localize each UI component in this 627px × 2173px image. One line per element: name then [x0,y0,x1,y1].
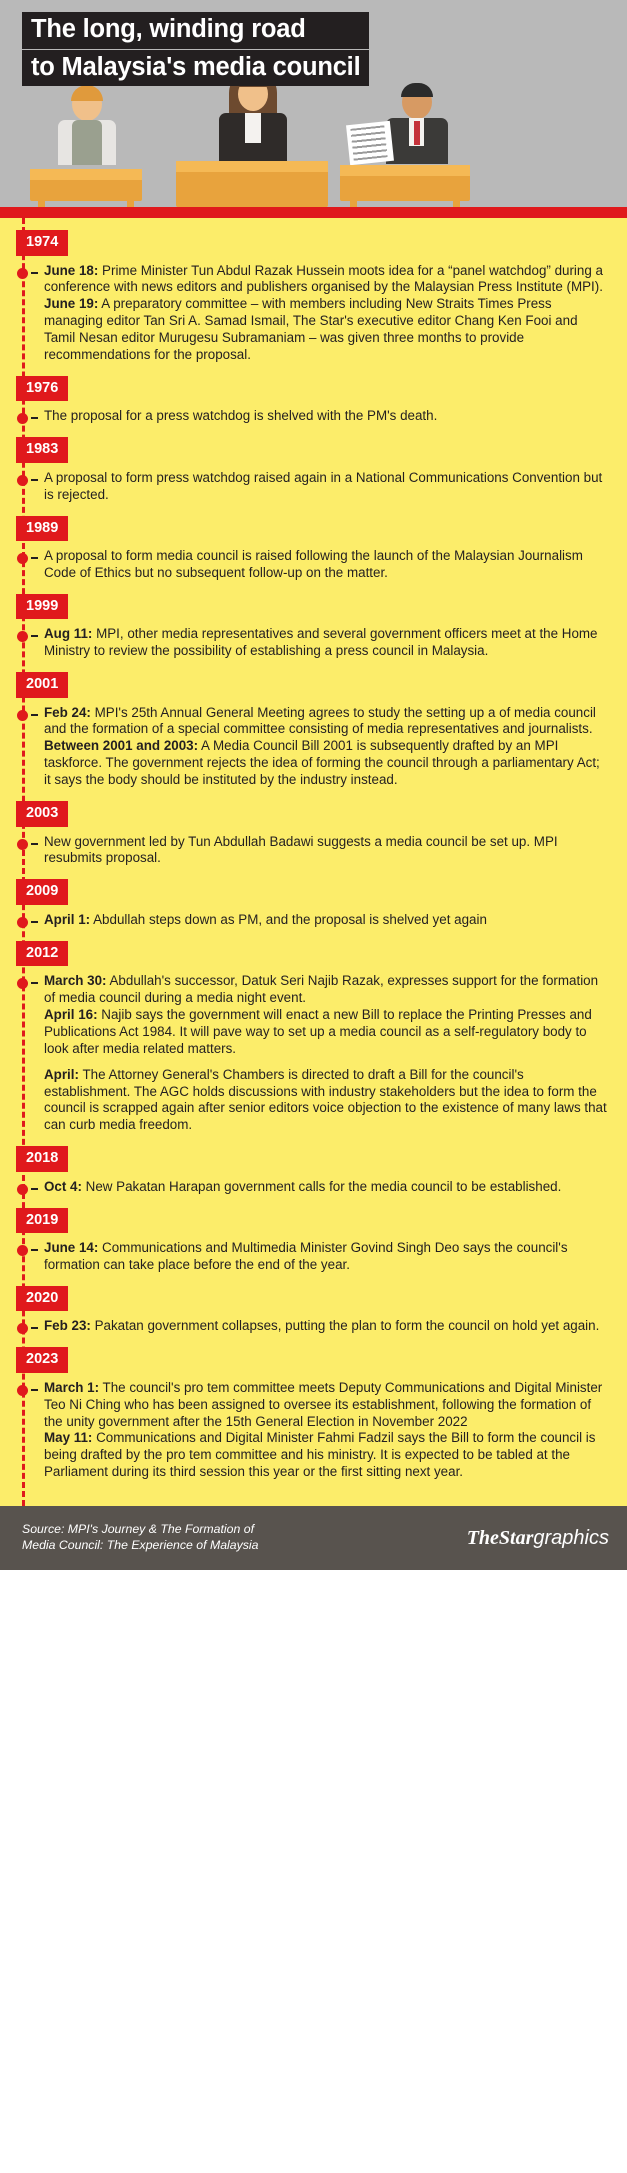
timeline-entry-gap [0,1335,627,1347]
bullet-dot-icon [17,1323,28,1334]
timeline-entry-text [22,1430,609,1481]
accent-divider [0,207,627,218]
bullet-dot-icon [17,917,28,928]
timeline-entry [0,941,627,1135]
logo-star: Star [498,1526,534,1549]
timeline-entry-body: A preparatory committee – with members including New Straits Times Press managing editor Tan Sri A. Samad Ismail, The Star's executive editor Chang Ken Fooi and Tamil Nesan editor Murugesu Subramaniam – was given three months to provide recommendations for the proposal. [44,296,578,362]
timeline-entry-body: Communications and Digital Minister Fahmi Fadzil says the Bill to form the council is being drafted by the pro tem committee and his ministry. It is expected to be tabled at the Parliament during its third session this year or the first sitting next year. [44,1430,596,1480]
timeline-bullet-row [22,834,609,868]
timeline [0,218,627,1506]
timeline-entry-text [22,296,609,364]
bullet-dash-icon [31,635,38,637]
bullet-dash-icon [31,417,38,419]
illustration-document-lines [350,125,387,160]
timeline-entry-text [44,1240,609,1274]
source-line-2: Media Council: The Experience of Malaysia [22,1538,259,1553]
timeline-bullet-row [22,548,609,582]
timeline-year-label: 1976 [16,376,68,402]
illustration-desk-leg [350,197,357,207]
timeline-entry-gap [0,364,627,376]
illustration-desk-leg [186,203,193,207]
bullet-dot-icon [17,978,28,989]
timeline-entry-text [44,705,609,739]
illustration-hair [401,83,433,97]
timeline-entry-gap [0,504,627,516]
timeline-entry-gap [0,1274,627,1286]
timeline-entry-gap [0,660,627,672]
timeline-entry-date: May 11: [44,1430,93,1446]
timeline-entry-gap [0,425,627,437]
timeline-bullet-row [22,1380,609,1431]
timeline-bullet-row [22,626,609,660]
timeline-year-label: 2019 [16,1208,68,1234]
timeline-entry [0,516,627,582]
timeline-entry-text [44,470,609,504]
bullet-dash-icon [31,921,38,923]
timeline-entry-body: The proposal for a press watchdog is shelved with the PM's death. [44,408,438,424]
illustration-desk-right [340,165,470,201]
timeline-entry-body: Pakatan government collapses, putting the plan to form the council on hold yet again. [90,1318,600,1334]
timeline-entry-text [44,548,609,582]
bullet-dash-icon [31,982,38,984]
timeline-entry-text [44,626,609,660]
illustration-hair [71,85,103,101]
timeline-entry-date: Feb 24: [44,704,91,720]
timeline-year-label: 2018 [16,1146,68,1172]
timeline-entry-body: Abdullah steps down as PM, and the proposal is shelved yet again [90,911,487,927]
illustration-desk-center [176,161,328,207]
timeline-entry-gap [0,1134,627,1146]
timeline-bullet-row [22,470,609,504]
timeline-entry-date: Oct 4: [44,1178,82,1194]
bullet-dash-icon [31,557,38,559]
bullet-dot-icon [17,268,28,279]
publisher-logo [467,1527,609,1550]
timeline-entry [0,230,627,364]
bullet-dash-icon [31,272,38,274]
bullet-dot-icon [17,413,28,424]
page-title-line-2: to Malaysia's media council [22,50,369,87]
timeline-entry-gap [0,1481,627,1493]
timeline-entry-date: June 19: [44,296,99,312]
timeline-entry [0,1286,627,1335]
timeline-entry [0,672,627,789]
timeline-entry-date: March 30: [44,973,107,989]
timeline-entry-body: New government led by Tun Abdullah Badawi suggests a media council be set up. MPI resubmits proposal. [44,833,558,866]
timeline-entry-body: Prime Minister Tun Abdul Razak Hussein moots idea for a “panel watchdog” during a conference with news editors and publishers organised by the Malaysian Press Institute (MPI). [44,262,603,295]
timeline-year-label: 2003 [16,801,68,827]
timeline-entry [0,1146,627,1195]
timeline-entry-date: June 14: [44,1240,99,1256]
timeline-entry-text [44,834,609,868]
timeline-entry-body: A proposal to form media council is raised following the launch of the Malaysian Journalism Code of Ethics but no subsequent follow-up on the matter. [44,548,583,580]
source-line-1: Source: MPI's Journey & The Formation of [22,1522,254,1537]
bullet-dot-icon [17,1245,28,1256]
timeline-year-label: 1983 [16,437,68,463]
bullet-dash-icon [31,479,38,481]
header [0,0,627,207]
timeline-entry [0,1208,627,1274]
timeline-bullet-row [22,705,609,739]
timeline-entry-gap [0,929,627,941]
illustration-desk-leg [453,197,460,207]
bullet-dot-icon [17,553,28,564]
timeline-entry-date: Feb 23: [44,1318,91,1334]
timeline-entry-text [44,408,609,425]
illustration-desk-top [30,169,142,180]
timeline-entry-text [22,738,609,789]
timeline-year-label: 2012 [16,941,68,967]
bullet-dash-icon [31,714,38,716]
timeline-entry-text [44,263,609,297]
timeline-bullet-row [22,408,609,425]
timeline-entry-text [44,1318,609,1335]
bullet-dot-icon [17,710,28,721]
timeline-entry-date: April: [44,1066,79,1082]
illustration-desk-leg [127,197,134,207]
timeline-entry-date: Between 2001 and 2003: [44,738,199,754]
footer [0,1506,627,1570]
timeline-year-label: 2020 [16,1286,68,1312]
logo-graphics: graphics [533,1526,609,1549]
timeline-entry [0,376,627,425]
bullet-dot-icon [17,1385,28,1396]
timeline-entry-gap [0,789,627,801]
timeline-entry-text [44,912,609,929]
timeline-bullet-row [22,263,609,297]
bullet-dash-icon [31,1188,38,1190]
bullet-dot-icon [17,631,28,642]
timeline-year-label: 1989 [16,516,68,542]
page-title [22,12,369,86]
timeline-entry-body: A proposal to form press watchdog raised again in a National Communications Convention but is rejected. [44,469,603,502]
timeline-entry-text [44,1380,609,1431]
timeline-entry-body: A Media Council Bill 2001 is subsequently drafted by an MPI taskforce. The government rejects the idea of forming the council through a parliamentary Act; it says the body should be instituted by the industry instead. [44,738,600,788]
bullet-dot-icon [17,839,28,850]
bullet-dash-icon [31,843,38,845]
illustration-shirt [245,113,261,143]
timeline-entry-body: New Pakatan Harapan government calls for the media council to be established. [81,1178,562,1194]
timeline-year-label: 2023 [16,1347,68,1373]
timeline-entry-body: MPI, other media representatives and several government officers meet at the Home Ministry to review the possibility of establishing a press council in Malaysia. [44,626,598,659]
timeline-entry-date: Aug 11: [44,626,93,642]
timeline-bullet-row [22,973,609,1007]
timeline-entries [0,230,627,1493]
bullet-dot-icon [17,475,28,486]
timeline-bullet-row [22,912,609,929]
timeline-entry-date: March 1: [44,1379,100,1395]
timeline-entry-date: June 18: [44,262,99,278]
illustration-desk-top [340,165,470,176]
timeline-entry-text [44,1179,609,1196]
bullet-dash-icon [31,1389,38,1391]
timeline-entry-gap [0,1196,627,1208]
illustration-desk-top [176,161,328,172]
illustration-panel-scene [0,67,627,207]
bullet-dot-icon [17,1184,28,1195]
bullet-dash-icon [31,1327,38,1329]
source-note [22,1522,259,1554]
timeline-entry-body: MPI's 25th Annual General Meeting agrees to study the setting up a of media council and the formation of a special committee consisting of media representatives and journalists. [44,704,596,737]
illustration-desk-leg [311,203,318,207]
bullet-dash-icon [31,1249,38,1251]
timeline-bullet-row [22,1179,609,1196]
timeline-entry-text [22,1007,609,1058]
timeline-entry-text [22,1067,609,1135]
timeline-entry-date: April 16: [44,1006,98,1022]
timeline-entry [0,437,627,503]
timeline-year-label: 1974 [16,230,68,256]
timeline-bullet-row [22,1318,609,1335]
timeline-entry-date: April 1: [44,911,91,927]
illustration-desk-leg [38,197,45,207]
timeline-entry-body: The council's pro tem committee meets Deputy Communications and Digital Minister Teo Ni Ching who has been assigned to oversee its establishment, following the formation of the unity government after the 15th General Election in November 2022 [44,1379,603,1429]
timeline-entry-gap [0,867,627,879]
timeline-bullet-row [22,1240,609,1274]
timeline-entry [0,594,627,660]
timeline-entry-text [44,973,609,1007]
illustration-vest [72,120,102,165]
timeline-entry-body: Najib says the government will enact a new Bill to replace the Printing Presses and Publications Act 1984. It will pave way to set up a media council as a self-regulatory body to look after media related matters. [44,1006,592,1056]
timeline-bottom-spacer [0,1493,627,1506]
timeline-entry [0,801,627,867]
page-title-line-1: The long, winding road [22,12,369,49]
timeline-year-label: 2009 [16,879,68,905]
illustration-person-left [52,87,122,173]
timeline-entry [0,879,627,928]
timeline-entry-body: Abdullah's successor, Datuk Seri Najib Razak, expresses support for the formation of media council during a media night event. [44,973,599,1006]
timeline-year-label: 1999 [16,594,68,620]
timeline-entry [0,1347,627,1481]
illustration-desk-left [30,169,142,201]
timeline-entry-body: Communications and Multimedia Minister Govind Singh Deo says the council's formation can take place before the end of the year. [44,1240,568,1272]
logo-the: The [466,1526,499,1549]
timeline-year-label: 2001 [16,672,68,698]
timeline-entry-gap [0,582,627,594]
timeline-entry-body: The Attorney General's Chambers is directed to draft a Bill for the council's establishment. The AGC holds discussions with industry stakeholders but the idea to form the council is scrapped again after senior editors voice objection to the existence of many laws that can curb media freedom. [44,1066,607,1133]
illustration-tie [414,121,420,145]
